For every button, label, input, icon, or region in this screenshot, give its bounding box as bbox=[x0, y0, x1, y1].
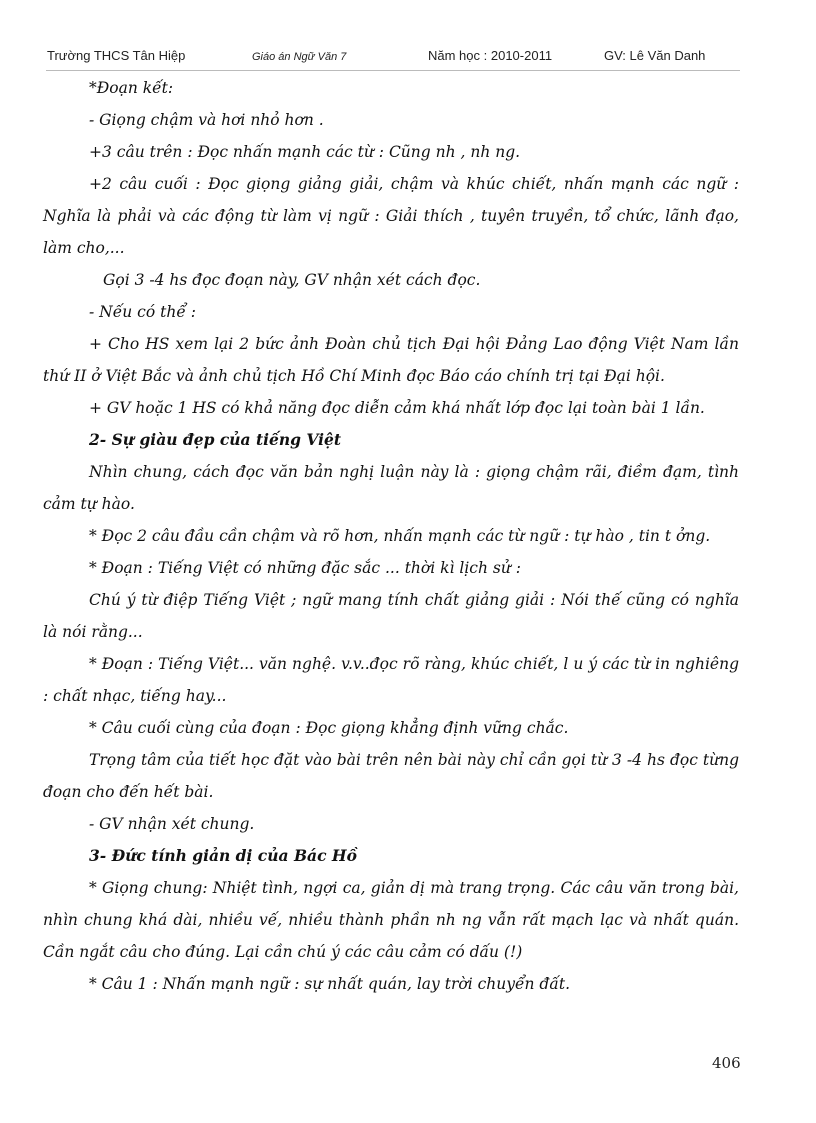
paragraph: - GV nhận xét chung. bbox=[89, 815, 255, 833]
paragraph: * Đoạn : Tiếng Việt có những đặc sắc ... thời kì lịch sử : bbox=[89, 559, 521, 577]
paragraph: * Đoạn : Tiếng Việt... văn nghệ. v.v..đọc rõ ràng, khúc chiết, l u ý các từ in nghiêng : chất nhạc, tiếng hay... bbox=[43, 655, 739, 705]
section-heading: 3- Đức tính giản dị của Bác Hồ bbox=[89, 846, 357, 865]
paragraph: + GV hoặc 1 HS có khả năng đọc diễn cảm khá nhất lớp đọc lại toàn bài 1 lần. bbox=[89, 399, 705, 417]
header-teacher: GV: Lê Văn Danh bbox=[604, 48, 706, 63]
paragraph: + Cho HS xem lại 2 bức ảnh Đoàn chủ tịch Đại hội Đảng Lao động Việt Nam lần thứ II ở Việt Bắc và ảnh chủ tịch Hồ Chí Minh đọc Báo cáo chính trị tại Đại hội. bbox=[43, 335, 739, 385]
page-number: 406 bbox=[712, 1054, 741, 1072]
paragraph: Chú ý từ điệp Tiếng Việt ; ngữ mang tính chất giảng giải : Nói thế cũng có nghĩa là nói rằng... bbox=[43, 591, 739, 641]
paragraph: - Giọng chậm và hơi nhỏ hơn . bbox=[89, 111, 324, 129]
paragraph: Gọi 3 -4 hs đọc đoạn này, GV nhận xét cách đọc. bbox=[103, 271, 481, 289]
paragraph: * Câu cuối cùng của đoạn : Đọc giọng khẳng định vững chắc. bbox=[89, 719, 569, 737]
header-divider bbox=[46, 70, 740, 71]
paragraph: - Nếu có thể : bbox=[89, 303, 197, 321]
header-school: Trường THCS Tân Hiệp bbox=[47, 48, 186, 63]
paragraph: +2 câu cuối : Đọc giọng giảng giải, chậm và khúc chiết, nhấn mạnh các ngữ : Nghĩa là phải và các động từ làm vị ngữ : Giải thích , tuyên truyền, tổ chức, lãnh đạo, làm cho,... bbox=[43, 175, 739, 257]
header-school-year: Năm học : 2010-2011 bbox=[428, 48, 553, 63]
section-heading: 2- Sự giàu đẹp của tiếng Việt bbox=[89, 430, 342, 449]
paragraph: * Đọc 2 câu đầu cần chậm và rõ hơn, nhấn mạnh các từ ngữ : tự hào , tin t ởng. bbox=[89, 527, 711, 545]
paragraph: Nhìn chung, cách đọc văn bản nghị luận này là : giọng chậm rãi, điềm đạm, tình cảm tự hào. bbox=[43, 463, 739, 513]
paragraph: * Câu 1 : Nhấn mạnh ngữ : sự nhất quán, lay trời chuyển đất. bbox=[89, 975, 570, 993]
paragraph: *Đoạn kết: bbox=[89, 79, 174, 97]
paragraph: +3 câu trên : Đọc nhấn mạnh các từ : Cũng nh , nh ng. bbox=[89, 143, 521, 161]
lesson-body bbox=[43, 72, 739, 1000]
header-subject: Giáo án Ngữ Văn 7 bbox=[252, 51, 347, 63]
paragraph: * Giọng chung: Nhiệt tình, ngợi ca, giản dị mà trang trọng. Các câu văn trong bài, nhìn chung khá dài, nhiều vế, nhiều thành phần nh ng vẫn rất mạch lạc và nhất quán. Cần ngắt câu cho đúng. Lại cần chú ý các câu cảm có dấu (!) bbox=[43, 879, 739, 961]
paragraph: Trọng tâm của tiết học đặt vào bài trên nên bài này chỉ cần gọi từ 3 -4 hs đọc từng đoạn cho đến hết bài. bbox=[43, 751, 739, 801]
